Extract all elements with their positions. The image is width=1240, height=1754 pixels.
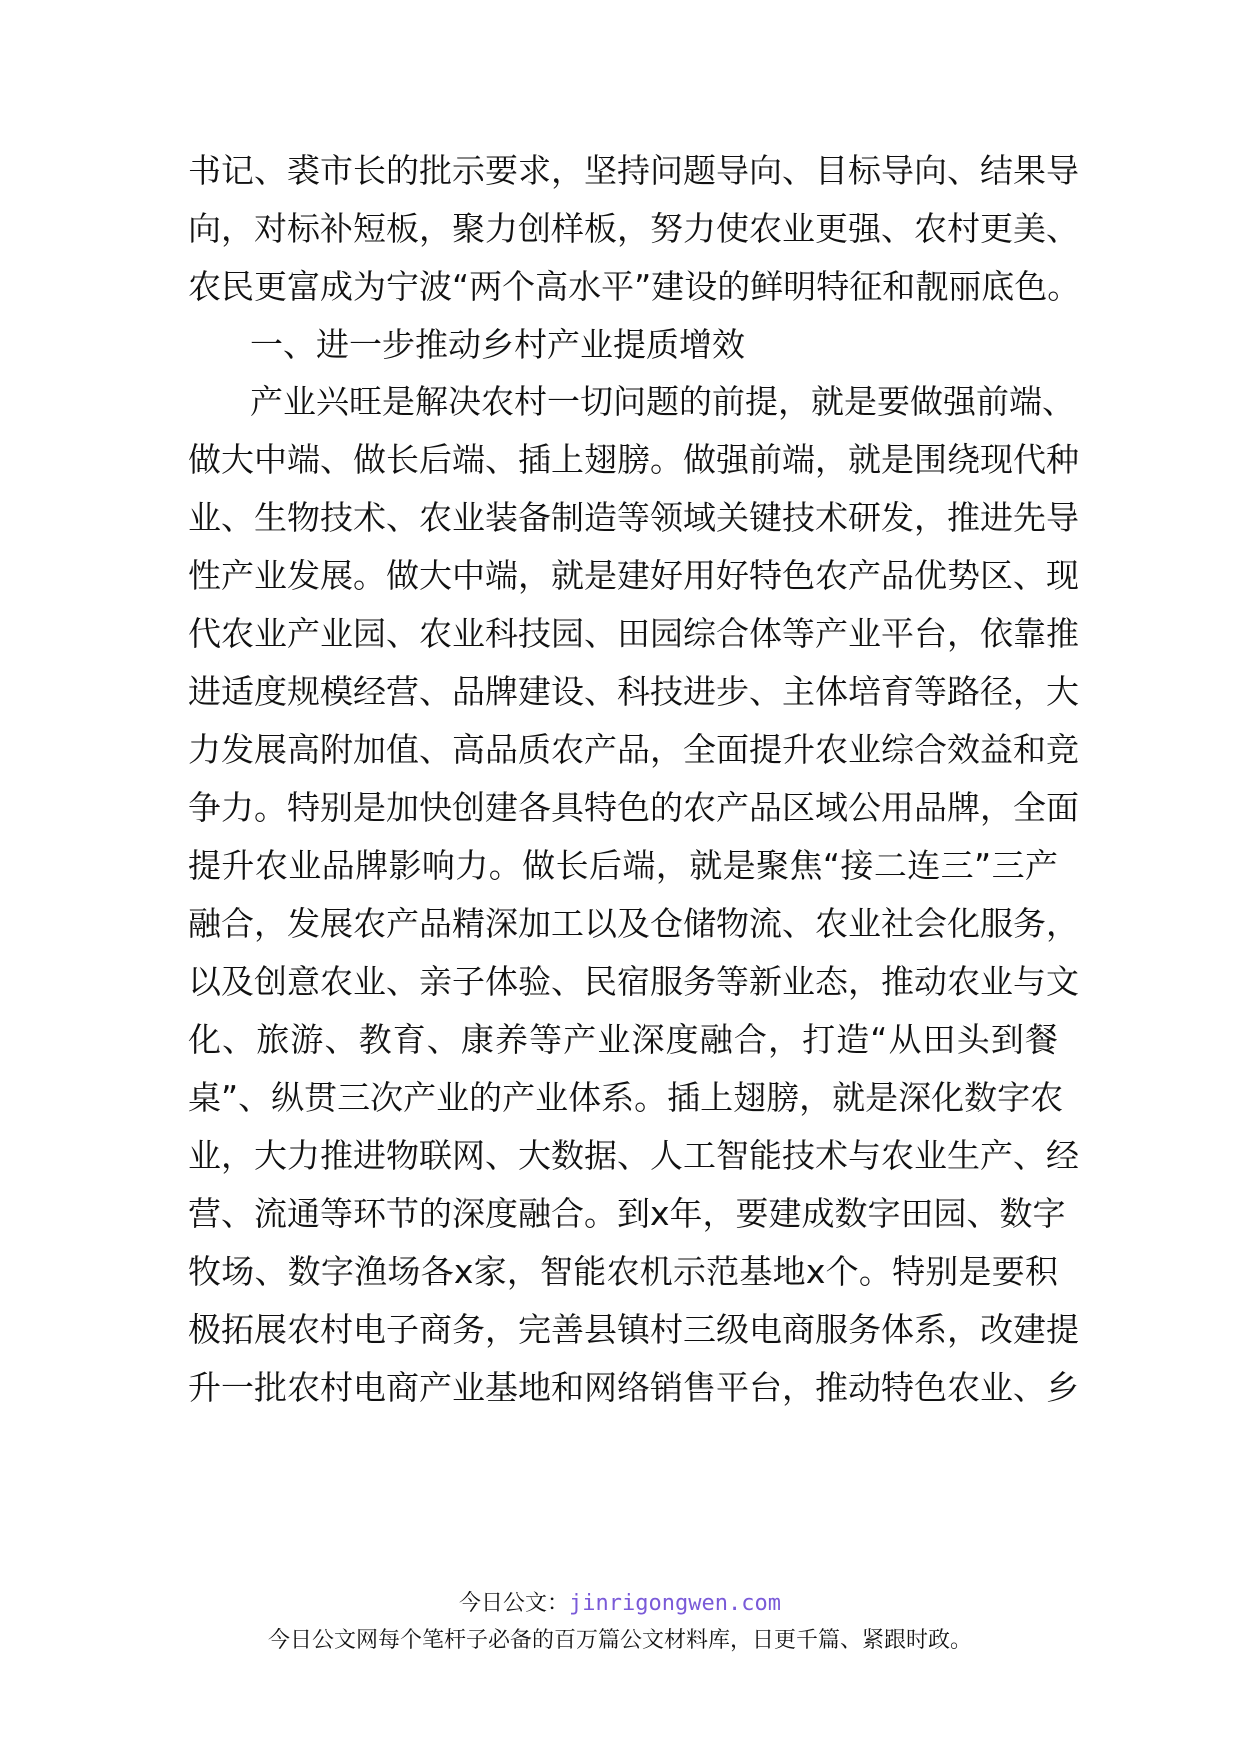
footer-site-url[interactable]: jinrigongwen.com [569, 1591, 781, 1616]
body-line-6: 做大中端、做长后端、插上翅膀。做强前端，就是围绕现代种 [188, 440, 1079, 479]
body-line-13: 提升农业品牌影响力。做长后端，就是聚焦“接二连三”三产 [188, 846, 1058, 885]
body-line-10: 进适度规模经营、品牌建设、科技进步、主体培育等路径，大 [188, 672, 1079, 711]
body-line-7: 业、生物技术、农业装备制造等领域关键技术研发，推进先导 [188, 498, 1079, 537]
body-line-18: 业，大力推进物联网、大数据、人工智能技术与农业生产、经 [188, 1136, 1079, 1175]
body-line-2: 向，对标补短板，聚力创样板，努力使农业更强、农村更美、 [188, 209, 1079, 248]
section-heading: 一、进一步推动乡村产业提质增效 [250, 325, 745, 364]
body-line-9: 代农业产业园、农业科技园、田园综合体等产业平台，依靠推 [188, 614, 1079, 653]
body-line-5: 产业兴旺是解决农村一切问题的前提，就是要做强前端、 [250, 382, 1075, 421]
body-line-16: 化、旅游、教育、康养等产业深度融合，打造“从田头到餐 [188, 1020, 1058, 1059]
body-line-21: 极拓展农村电子商务，完善县镇村三级电商服务体系，改建提 [188, 1310, 1079, 1349]
body-line-22: 升一批农村电商产业基地和网络销售平台，推动特色农业、乡 [188, 1368, 1079, 1407]
footer-site-label: 今日公文： [459, 1591, 570, 1616]
body-line-1: 书记、裘市长的批示要求，坚持问题导向、目标导向、结果导 [188, 151, 1079, 190]
body-line-19: 营、流通等环节的深度融合。到x年，要建成数字田园、数字 [188, 1194, 1066, 1233]
footer-site [0, 1590, 1240, 1618]
body-line-11: 力发展高附加值、高品质农产品，全面提升农业综合效益和竞 [188, 730, 1079, 769]
body-line-3: 农民更富成为宁波“两个高水平”建设的鲜明特征和靓丽底色。 [188, 267, 1081, 306]
body-line-20: 牧场、数字渔场各x家，智能农机示范基地x个。特别是要积 [188, 1252, 1058, 1291]
body-line-15: 以及创意农业、亲子体验、民宿服务等新业态，推动农业与文 [188, 962, 1079, 1001]
body-line-17: 桌”、纵贯三次产业的产业体系。插上翅膀，就是深化数字农 [188, 1078, 1064, 1117]
body-line-8: 性产业发展。做大中端，就是建好用好特色农产品优势区、现 [188, 556, 1079, 595]
footer-slogan: 今日公文网每个笔杆子必备的百万篇公文材料库，日更千篇、紧跟时政。 [267, 1628, 972, 1653]
body-line-12: 争力。特别是加快创建各具特色的农产品区域公用品牌，全面 [188, 788, 1079, 827]
body-line-14: 融合，发展农产品精深加工以及仓储物流、农业社会化服务， [188, 904, 1079, 943]
